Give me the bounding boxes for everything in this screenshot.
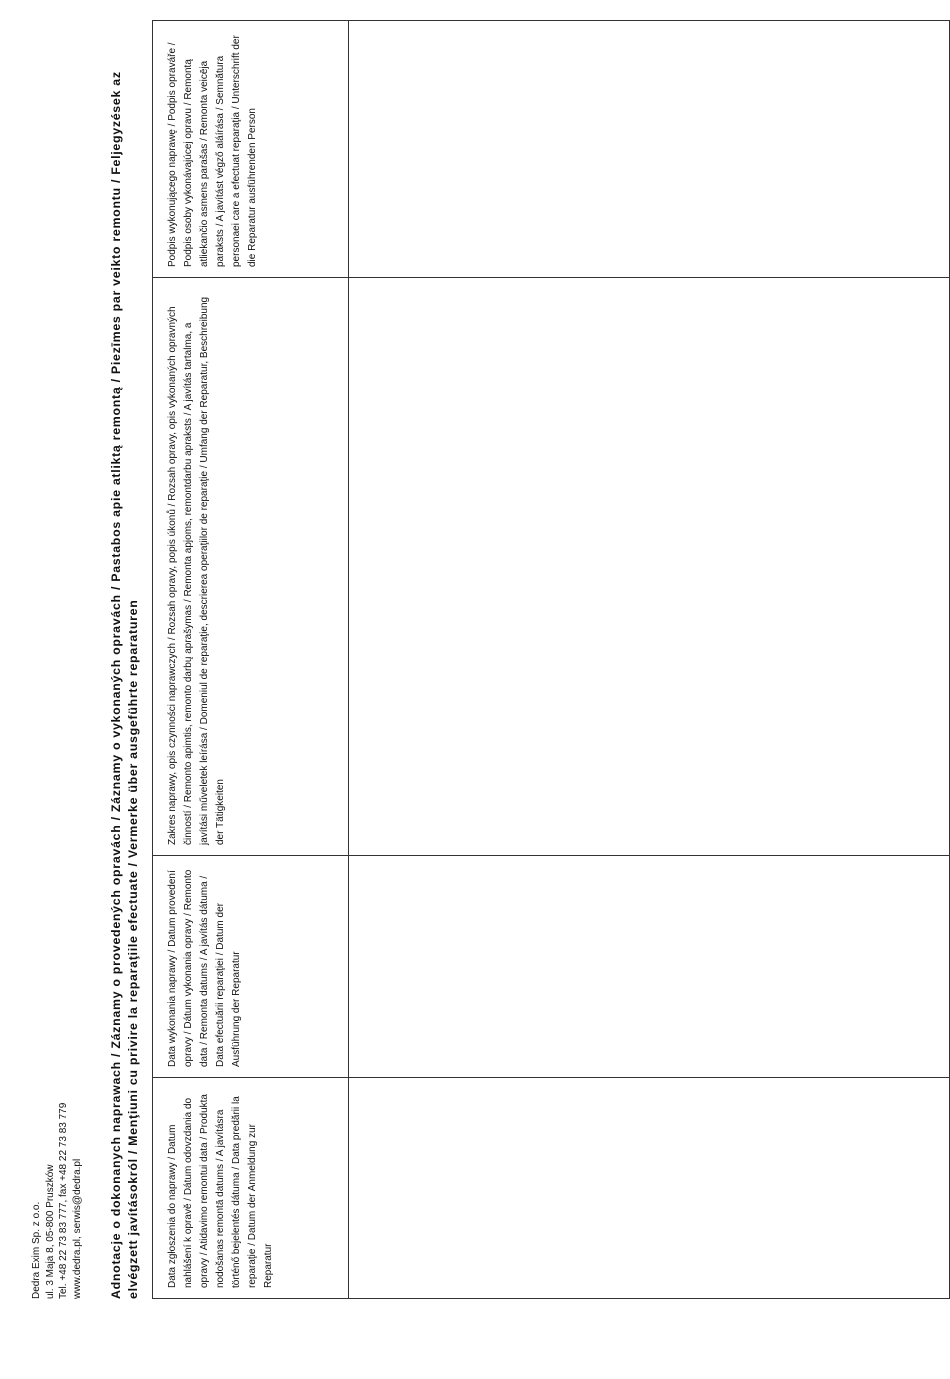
company-web: www.dedra.pl, serwis@dedra.pl bbox=[71, 1158, 83, 1299]
company-phone: Tel. +48 22 73 83 777, fax +48 22 73 83 779 bbox=[58, 1102, 69, 1299]
column-header-signature: Podpis wykonującego naprawę / Podpis opraváře / Podpis osoby vykonávajúcej opravu / Remontą atliekančio asmens parašas / Remonta veicēja paraksts / A javítást végző aláírása / Semnătura personaei care a efectuat reparaţia / Unterschrift der die Reparatur ausführenden Person bbox=[153, 21, 349, 278]
page-title: Adnotacje o dokonanych naprawach / Záznamy o provedených opravách / Záznamy o vykonaných opravách / Pastabos apie atliktą remontą / Piezīmes par veikto remontu / Feljegyzések az elvégzett javításokról / Menţiuni cu privire la reparaţiile efectuate / Vermerke über ausgeführte reparaturen bbox=[109, 71, 140, 1299]
company-address: ul. 3 Maja 8, 05-800 Pruszków bbox=[44, 1164, 56, 1299]
company-name: Dedra Exim Sp. z o.o. bbox=[31, 1201, 42, 1299]
repair-records-table bbox=[152, 20, 950, 1299]
cell-reported-date[interactable] bbox=[349, 1078, 950, 1299]
column-header-repair-date: Data wykonania naprawy / Datum provedení opravy / Dátum vykonania opravy / Remonto data / Remonta datums / A javítás dátuma / Data efectuării reparaţiei / Datum der Ausführung der Reparatur bbox=[153, 856, 349, 1078]
cell-repair-date[interactable] bbox=[349, 856, 950, 1078]
table-header-row bbox=[153, 21, 349, 1299]
cell-repair-scope[interactable] bbox=[349, 278, 950, 856]
cell-signature[interactable] bbox=[349, 21, 950, 278]
column-header-reported-date: Data zgłoszenia do naprawy / Datum nahlášení k opravě / Dátum odovzdania do opravy / Atidavimo remontui data / Produkta nodošanas remontā datums / A javításra történő bejelentés dátuma / Data predării la reparaţie / Datum der Anmeldung zur Reparatur bbox=[153, 1078, 349, 1299]
table-row bbox=[349, 21, 950, 1299]
company-info bbox=[30, 899, 84, 1299]
column-header-repair-scope: Zakres naprawy, opis czynności naprawczych / Rozsah opravy, popis úkonů / Rozsah opravy, opis vykonaných opravných činností / Remonto apimtis, remonto darbų aprašymas / Remonta apjoms, remontdarbu apraksts / A javítás tartalma, a javítási műveletek leírása / Domeniul de reparaţie, descrierea operaţiilor de reparaţie / Umfang der Reparatur, Beschreibung der Tätigkeiten bbox=[153, 278, 349, 856]
